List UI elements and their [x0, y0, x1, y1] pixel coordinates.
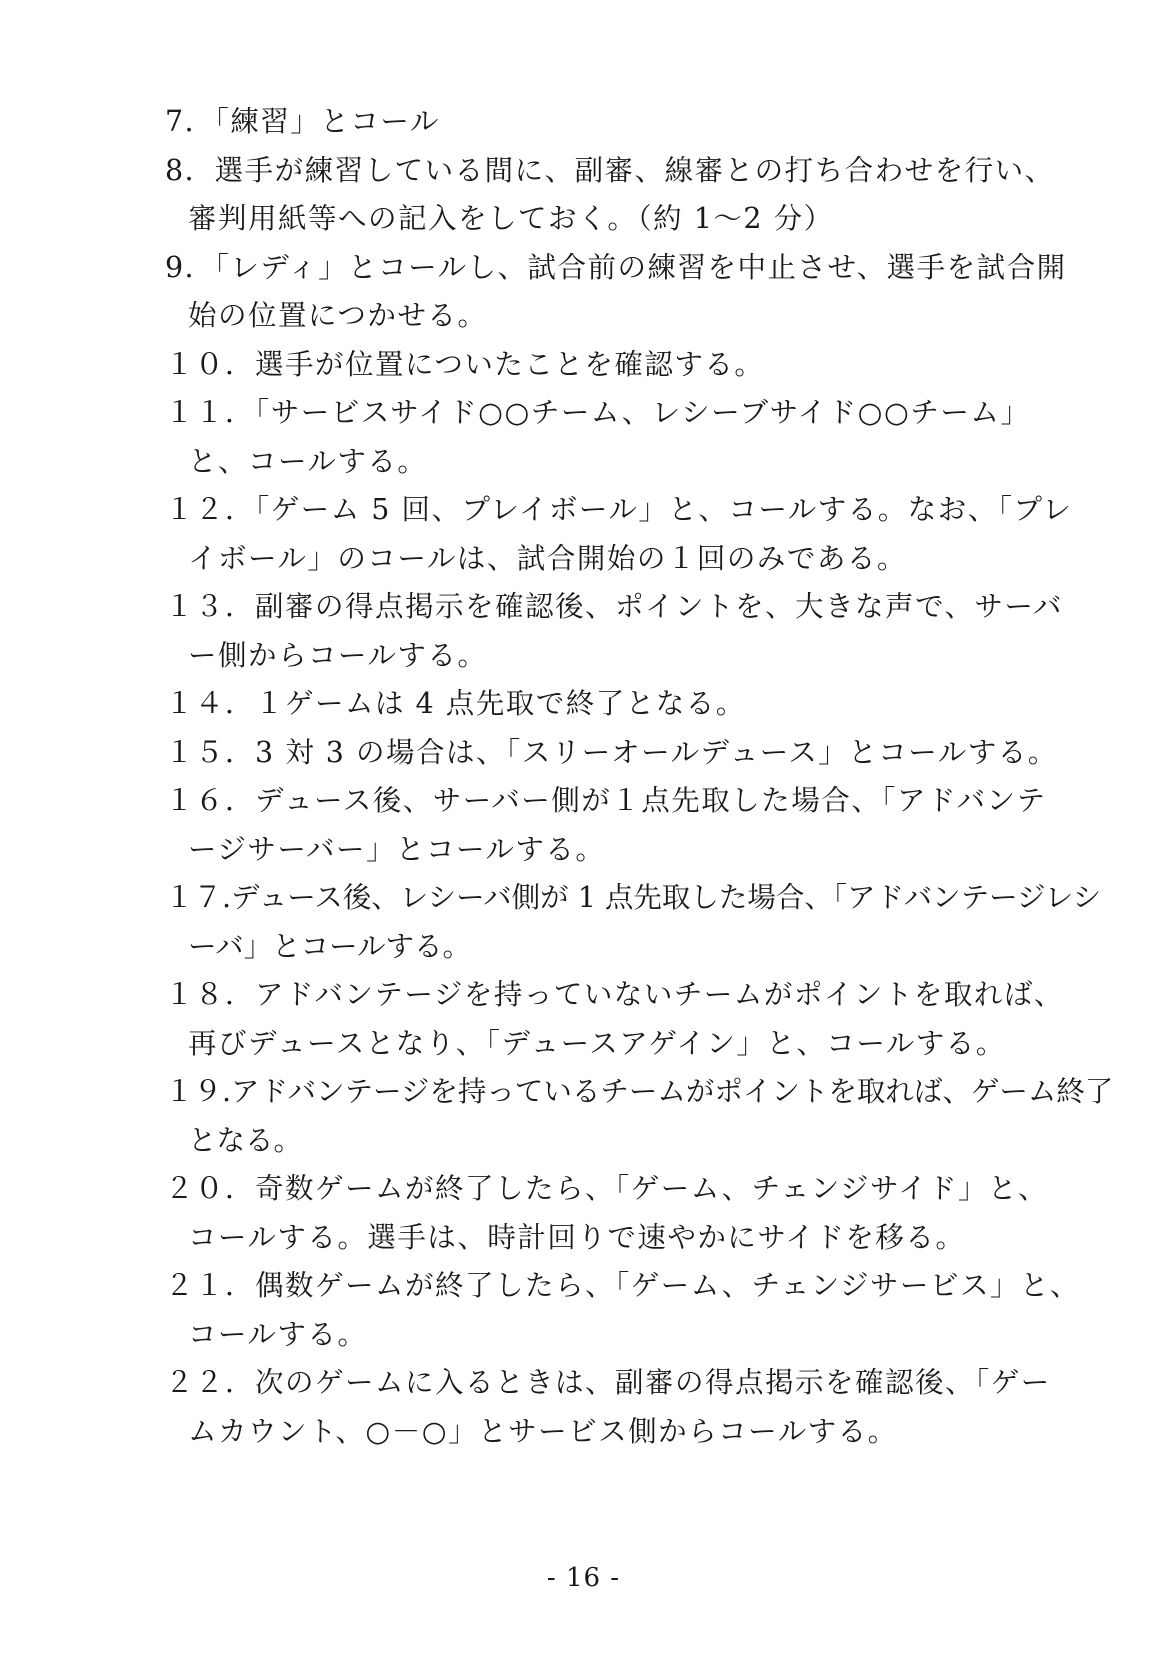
- item-line: ２１．偶数ゲームが終了したら、「ゲーム、チェンジサービス」と、: [165, 1269, 1081, 1302]
- item-line: １４．１ゲームは 4 点先取で終了となる。: [165, 687, 746, 720]
- list-item-21: [165, 1262, 1095, 1359]
- list-item-13: [165, 583, 1095, 680]
- item-line: １１．「サービスサイド○○チーム、レシーブサイド○○チーム」: [165, 396, 1031, 429]
- list-item-20: [165, 1165, 1095, 1262]
- item-line: １３．副審の得点掲示を確認後、ポイントを、大きな声で、サーバ: [165, 590, 1064, 623]
- item-line: １６．デュース後、サーバー側が１点先取した場合、「アドバンテ: [165, 784, 1047, 817]
- item-line-continuation: となる。: [188, 1123, 303, 1157]
- item-line: １８．アドバンテージを持っていないチームがポイントを取れば、: [165, 978, 1064, 1011]
- item-line-continuation: ージサーバー」とコールする。: [188, 832, 606, 866]
- list-item-12: [165, 486, 1095, 583]
- list-item-8: [165, 147, 1095, 244]
- item-line: 8．選手が練習している間に、副審、線審との打ち合わせを行い、: [165, 153, 1055, 187]
- item-line-continuation: イボール」のコールは、試合開始の１回のみである。: [188, 541, 907, 575]
- item-line: １５．3 対 3 の場合は、「スリーオールデュース」とコールする。: [165, 735, 1058, 769]
- item-line: 9．「レディ」とコールし、試合前の練習を中止させ、選手を試合開: [165, 250, 1067, 284]
- item-line-continuation: ーバ」とコールする。: [188, 929, 472, 963]
- item-line: ２２．次のゲームに入るときは、副審の得点掲示を確認後、「ゲー: [165, 1366, 1051, 1399]
- item-line: １７.デュース後、レシーバ側が 1 点先取した場合、「アドバンテージレシ: [165, 881, 1102, 914]
- list-item-11: [165, 389, 1095, 486]
- item-line: １９.アドバンテージを持っているチームがポイントを取れば、ゲーム終了: [165, 1075, 1114, 1108]
- item-line-continuation: ー側からコールする。: [188, 638, 488, 672]
- page-number: - 16 -: [546, 1563, 621, 1593]
- item-line-continuation: 審判用紙等への記入をしておく。（約 1～2 分）: [188, 202, 834, 235]
- list-item-7: [165, 98, 1095, 147]
- item-line: １２．「ゲーム 5 回、プレイボール」と、コールする。なお、「プレ: [165, 493, 1073, 526]
- item-line: １０．選手が位置についたことを確認する。: [165, 347, 765, 381]
- list-item-18: [165, 971, 1095, 1068]
- item-line-continuation: コールする。: [188, 1317, 368, 1351]
- item-line: ２０．奇数ゲームが終了したら、「ゲーム、チェンジサイド」と、: [165, 1172, 1049, 1205]
- item-line: 7．「練習」とコール: [165, 105, 440, 138]
- item-line-continuation: 再びデュースとなり、「デュースアゲイン」と、コールする。: [188, 1026, 1006, 1060]
- list-item-9: [165, 244, 1095, 341]
- list-item-15: [165, 729, 1095, 778]
- list-item-10: [165, 341, 1095, 390]
- list-item-22: [165, 1359, 1095, 1456]
- list-item-19: [165, 1068, 1114, 1165]
- list-item-17: [165, 874, 1102, 971]
- item-line-continuation: コールする。選手は、時計回りで速やかにサイドを移る。: [188, 1220, 966, 1254]
- item-line-continuation: 始の位置につかせる。: [188, 299, 488, 332]
- list-item-16: [165, 777, 1095, 874]
- item-line-continuation: ムカウント、○－○」とサービス側からコールする。: [188, 1414, 898, 1448]
- item-line-continuation: と、コールする。: [188, 444, 428, 478]
- list-item-14: [165, 680, 1095, 729]
- procedure-list: [165, 98, 1114, 1456]
